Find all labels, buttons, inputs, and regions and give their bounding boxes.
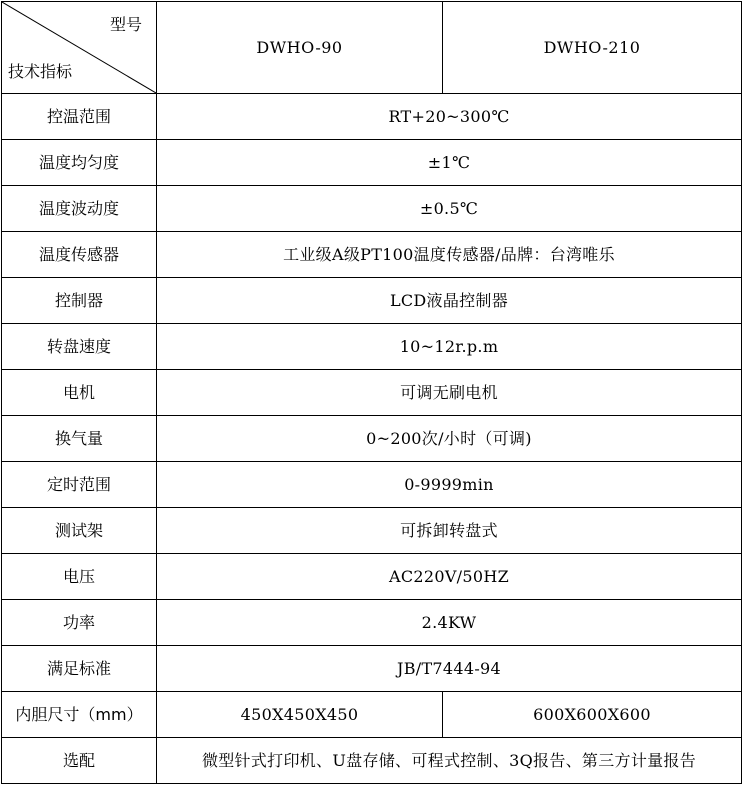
options-row-label: 选配: [2, 738, 157, 784]
row-value: AC220V/50HZ: [157, 554, 742, 600]
model-header-label: 型号: [109, 15, 142, 34]
row-value: 工业级A级PT100温度传感器/品牌：台湾唯乐: [157, 232, 742, 278]
row-value: LCD液晶控制器: [157, 278, 742, 324]
size-row: [2, 692, 742, 738]
row-label: 满足标准: [2, 646, 157, 692]
table-row: [2, 646, 742, 692]
row-value: ±0.5℃: [157, 186, 742, 232]
spec-header-label: 技术指标: [8, 62, 73, 81]
header-row: [2, 2, 742, 94]
row-label: 定时范围: [2, 462, 157, 508]
size-row-label: 内胆尺寸（mm）: [2, 692, 157, 738]
table-row: [2, 554, 742, 600]
options-row-value: 微型针式打印机、U盘存储、可程式控制、3Q报告、第三方计量报告: [157, 738, 742, 784]
row-label: 温度波动度: [2, 186, 157, 232]
model-2-cell: DWHO-210: [443, 2, 742, 94]
row-label: 控温范围: [2, 94, 157, 140]
model-1-cell: DWHO-90: [157, 2, 443, 94]
row-value: 可拆卸转盘式: [157, 508, 742, 554]
table-row: [2, 416, 742, 462]
diagonal-header-cell: [2, 2, 157, 94]
row-label: 转盘速度: [2, 324, 157, 370]
spec-table: [1, 1, 742, 784]
size-value-model-1: 450X450X450: [157, 692, 443, 738]
row-value: RT+20~300℃: [157, 94, 742, 140]
row-label: 测试架: [2, 508, 157, 554]
table-row: [2, 370, 742, 416]
row-value: JB/T7444-94: [157, 646, 742, 692]
row-label: 换气量: [2, 416, 157, 462]
row-value: 2.4KW: [157, 600, 742, 646]
table-row: [2, 324, 742, 370]
row-label: 电机: [2, 370, 157, 416]
size-value-model-2: 600X600X600: [443, 692, 742, 738]
table-row: [2, 600, 742, 646]
row-label: 电压: [2, 554, 157, 600]
row-value: 可调无刷电机: [157, 370, 742, 416]
table-row: [2, 232, 742, 278]
row-label: 控制器: [2, 278, 157, 324]
row-label: 温度均匀度: [2, 140, 157, 186]
options-row: [2, 738, 742, 784]
row-value: 0-9999min: [157, 462, 742, 508]
row-label: 温度传感器: [2, 232, 157, 278]
row-value: 0~200次/小时（可调): [157, 416, 742, 462]
table-row: [2, 94, 742, 140]
row-value: ±1℃: [157, 140, 742, 186]
table-row: [2, 508, 742, 554]
row-value: 10~12r.p.m: [157, 324, 742, 370]
row-label: 功率: [2, 600, 157, 646]
table-row: [2, 140, 742, 186]
table-row: [2, 278, 742, 324]
table-row: [2, 186, 742, 232]
table-row: [2, 462, 742, 508]
